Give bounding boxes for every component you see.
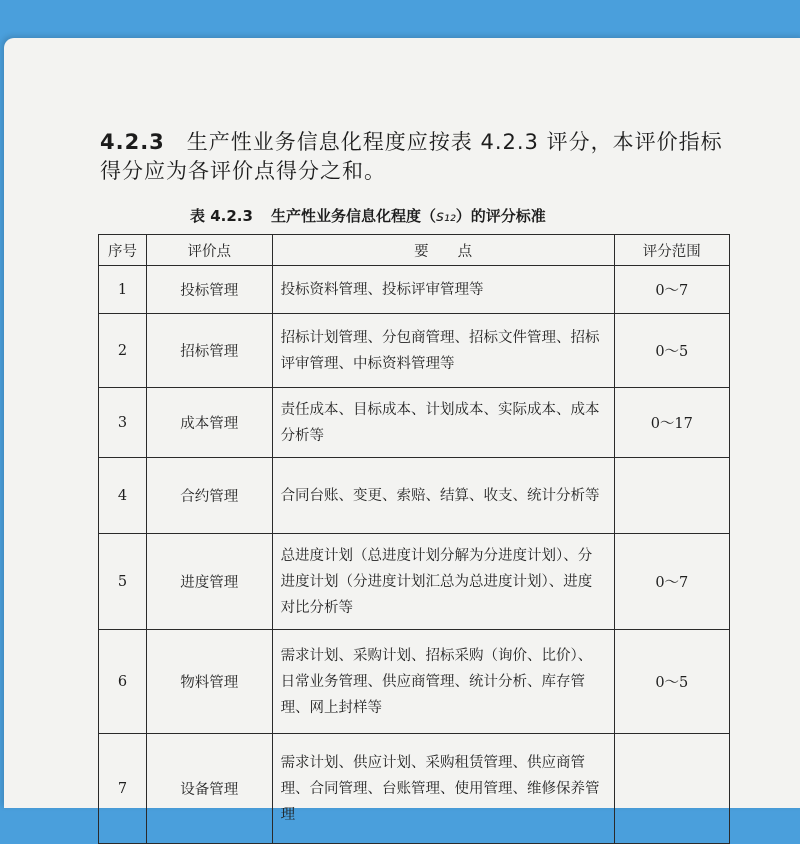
row-no: 4 xyxy=(99,458,147,534)
row-item: 进度管理 xyxy=(146,534,272,630)
row-points: 招标计划管理、分包商管理、招标文件管理、招标评审管理、中标资料管理等 xyxy=(272,314,614,388)
table-caption-title: 生产性业务信息化程度（ xyxy=(270,207,436,225)
row-no: 2 xyxy=(99,314,147,388)
table-row xyxy=(99,314,730,388)
row-range: 0～7 xyxy=(614,534,729,630)
header-no: 序号 xyxy=(99,235,147,266)
row-no: 1 xyxy=(99,266,147,314)
row-points: 需求计划、供应计划、采购租赁管理、供应商管理、合同管理、台账管理、使用管理、维修保养管理 xyxy=(272,734,614,844)
row-no: 3 xyxy=(99,388,147,458)
row-range: 0～17 xyxy=(614,388,729,458)
row-item: 成本管理 xyxy=(146,388,272,458)
row-points: 合同台账、变更、索赔、结算、收支、统计分析等 xyxy=(272,458,614,534)
row-points: 责任成本、目标成本、计划成本、实际成本、成本分析等 xyxy=(272,388,614,458)
table-row xyxy=(99,388,730,458)
row-range: 0～5 xyxy=(614,314,729,388)
table-caption xyxy=(190,205,710,226)
header-item: 评价点 xyxy=(146,235,272,266)
row-points: 需求计划、采购计划、招标采购（询价、比价）、日常业务管理、供应商管理、统计分析、库存管理、网上封样等 xyxy=(272,630,614,734)
table-row xyxy=(99,734,730,844)
table-row xyxy=(99,266,730,314)
header-points: 要 点 xyxy=(272,235,614,266)
table-header-row xyxy=(99,235,730,266)
header-range: 评分范围 xyxy=(614,235,729,266)
table-row xyxy=(99,534,730,630)
row-item: 合约管理 xyxy=(146,458,272,534)
row-item: 招标管理 xyxy=(146,314,272,388)
row-item: 物料管理 xyxy=(146,630,272,734)
table-row xyxy=(99,630,730,734)
row-item: 投标管理 xyxy=(146,266,272,314)
table-caption-label: 表 4.2.3 xyxy=(190,207,253,225)
row-points: 投标资料管理、投标评审管理等 xyxy=(272,266,614,314)
row-range: 0～7 xyxy=(614,266,729,314)
clause-paragraph xyxy=(100,128,730,186)
row-range xyxy=(614,734,729,844)
clause-number: 4.2.3 xyxy=(100,130,165,154)
row-range: 0～5 xyxy=(614,630,729,734)
row-range xyxy=(614,458,729,534)
row-no: 5 xyxy=(99,534,147,630)
row-no: 6 xyxy=(99,630,147,734)
row-points: 总进度计划（总进度计划分解为分进度计划）、分进度计划（分进度计划汇总为总进度计划）、进度对比分析等 xyxy=(272,534,614,630)
row-no: 7 xyxy=(99,734,147,844)
row-item: 设备管理 xyxy=(146,734,272,844)
table-caption-symbol: s₁₂ xyxy=(435,207,456,225)
table-caption-title-end: ）的评分标准 xyxy=(455,207,546,225)
clause-text: 生产性业务信息化程度应按表 4.2.3 评分，本评价指标得分应为各评价点得分之和。 xyxy=(100,130,723,183)
scoring-table xyxy=(98,234,730,844)
table-row xyxy=(99,458,730,534)
